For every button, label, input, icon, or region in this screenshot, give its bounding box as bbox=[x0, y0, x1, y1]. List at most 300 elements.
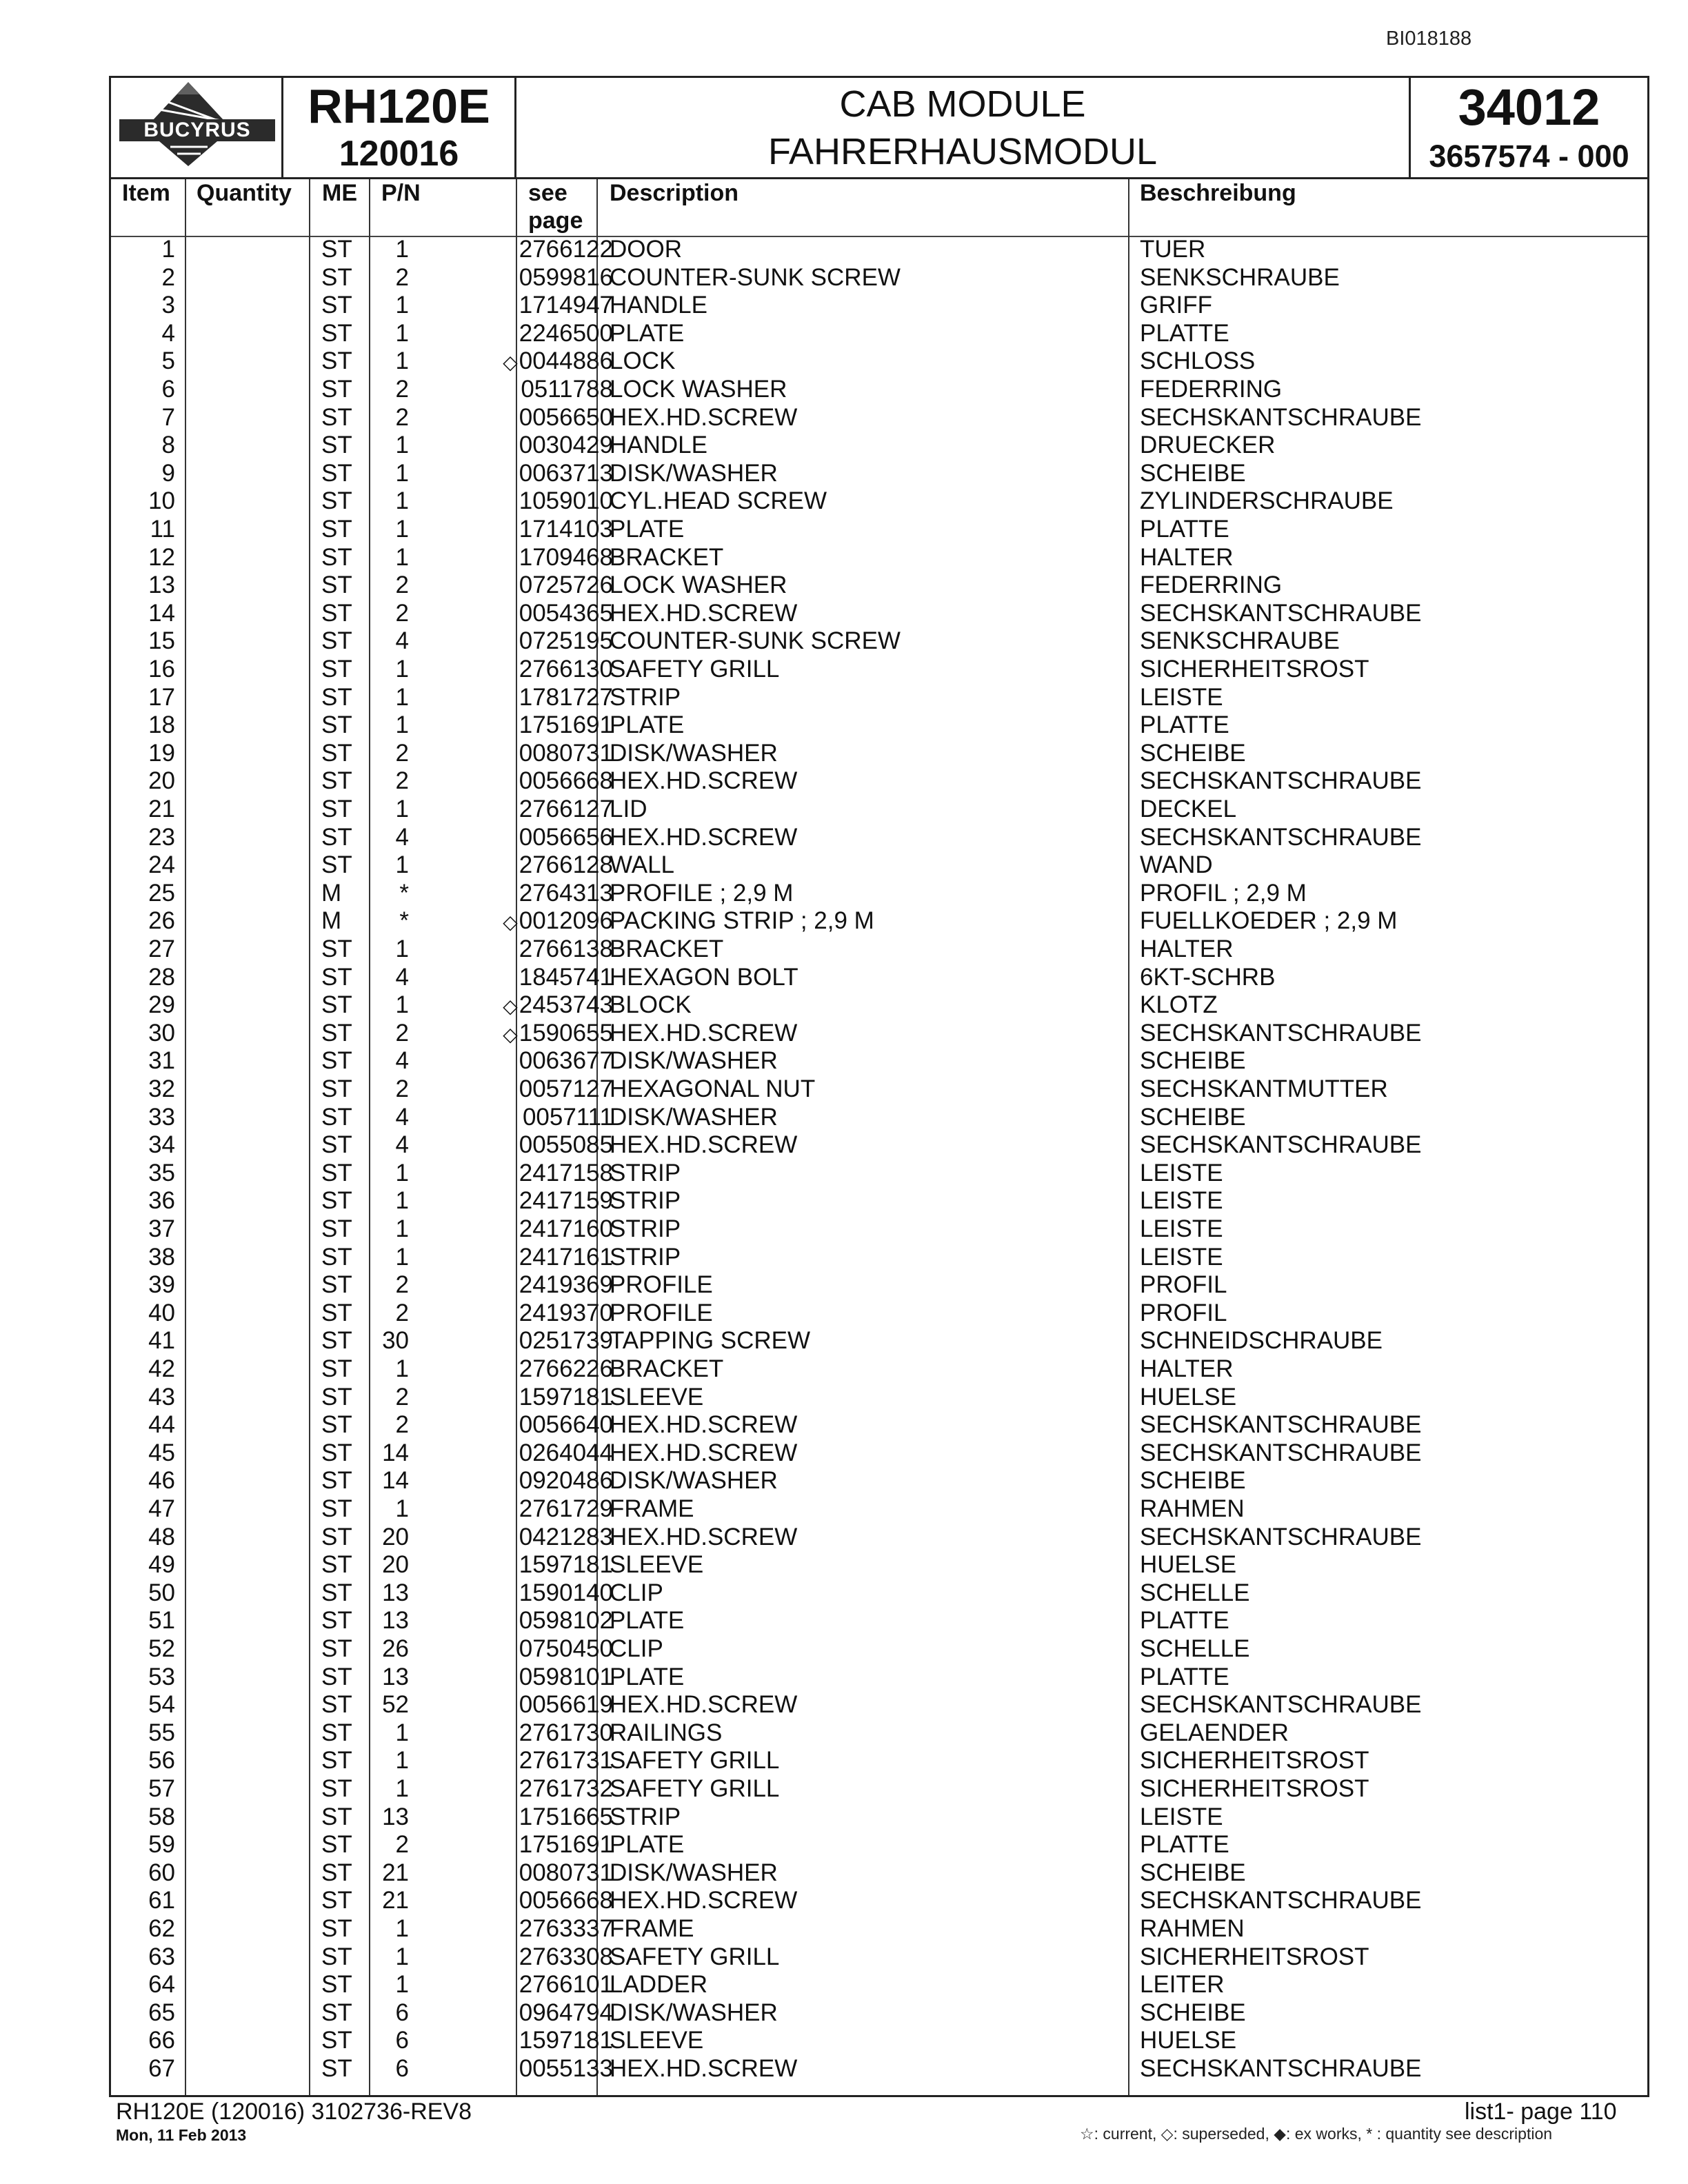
item-cell: 6 bbox=[161, 376, 175, 403]
pn-cell: 2761730 bbox=[519, 1719, 613, 1746]
pn-cell: 1751665 bbox=[519, 1803, 613, 1830]
me-cell: ST bbox=[321, 1719, 352, 1746]
table-row bbox=[111, 796, 1647, 824]
quantity-cell: 1 bbox=[395, 459, 409, 487]
beschreibung-cell: SECHSKANTSCHRAUBE bbox=[1140, 1887, 1422, 1914]
table-row bbox=[111, 627, 1647, 656]
table-row bbox=[111, 1439, 1647, 1468]
pn-cell: 0056656 bbox=[519, 823, 613, 851]
item-cell: 14 bbox=[148, 599, 175, 627]
quantity-cell: 2 bbox=[395, 403, 409, 431]
description-cell: PLATE bbox=[610, 1607, 685, 1635]
item-cell: 52 bbox=[148, 1635, 175, 1662]
item-cell: 59 bbox=[148, 1831, 175, 1859]
pn-cell: 0421283 bbox=[519, 1523, 613, 1550]
description-cell: LOCK bbox=[610, 347, 676, 375]
group-number: 34012 bbox=[1458, 79, 1600, 136]
quantity-cell: 2 bbox=[395, 263, 409, 291]
quantity-cell: 2 bbox=[395, 376, 409, 403]
description-cell: DISK/WASHER bbox=[610, 1859, 778, 1886]
beschreibung-cell: PLATTE bbox=[1140, 1831, 1229, 1859]
description-cell: HEX.HD.SCREW bbox=[610, 1019, 798, 1046]
item-cell: 26 bbox=[148, 907, 175, 935]
quantity-cell: 1 bbox=[395, 1747, 409, 1775]
quantity-cell: 1 bbox=[395, 711, 409, 739]
item-cell: 1 bbox=[161, 236, 175, 263]
beschreibung-cell: HUELSE bbox=[1140, 1551, 1237, 1579]
beschreibung-cell: SECHSKANTSCHRAUBE bbox=[1140, 1439, 1422, 1466]
item-cell: 55 bbox=[148, 1719, 175, 1746]
description-cell: LID bbox=[610, 796, 647, 822]
legend-exworks: : ex works, bbox=[1285, 2125, 1362, 2143]
quantity-cell: 1 bbox=[395, 1775, 409, 1802]
quantity-cell: 21 bbox=[382, 1887, 409, 1914]
table-row bbox=[111, 404, 1647, 432]
quantity-cell: 14 bbox=[382, 1467, 409, 1495]
pn-cell: 2417160 bbox=[519, 1215, 613, 1242]
quantity-cell: 1 bbox=[395, 936, 409, 962]
description-cell: COUNTER-SUNK SCREW bbox=[610, 627, 901, 655]
description-cell: HEX.HD.SCREW bbox=[610, 2055, 798, 2082]
description-cell: STRIP bbox=[610, 1159, 681, 1186]
beschreibung-cell: LEITER bbox=[1140, 1971, 1225, 1999]
description-cell: DISK/WASHER bbox=[610, 459, 778, 487]
beschreibung-cell: ZYLINDERSCHRAUBE bbox=[1140, 487, 1394, 515]
table-row bbox=[111, 516, 1647, 544]
item-cell: 19 bbox=[148, 739, 175, 767]
beschreibung-cell: HUELSE bbox=[1140, 1383, 1237, 1410]
beschreibung-cell: DRUECKER bbox=[1140, 432, 1276, 459]
description-cell: COUNTER-SUNK SCREW bbox=[610, 263, 901, 291]
pn-cell: 0599816 bbox=[519, 263, 613, 291]
pn-cell: 0264044 bbox=[519, 1439, 613, 1466]
item-cell: 37 bbox=[148, 1215, 175, 1242]
me-cell: ST bbox=[321, 851, 352, 879]
me-cell: ST bbox=[321, 1019, 352, 1046]
description-cell: BRACKET bbox=[610, 1355, 724, 1382]
me-cell: ST bbox=[321, 432, 352, 459]
part-number: 3657574 - 000 bbox=[1429, 139, 1629, 174]
beschreibung-cell: SCHEIBE bbox=[1140, 459, 1246, 487]
beschreibung-cell: SCHNEIDSCHRAUBE bbox=[1140, 1327, 1383, 1355]
description-cell: FRAME bbox=[610, 1495, 694, 1522]
table-row bbox=[111, 964, 1647, 992]
description-cell: STRIP bbox=[610, 1187, 681, 1215]
item-cell: 24 bbox=[148, 851, 175, 879]
item-cell: 39 bbox=[148, 1271, 175, 1299]
table-row bbox=[111, 1271, 1647, 1300]
quantity-cell: 4 bbox=[395, 1047, 409, 1075]
quantity-cell: 1 bbox=[395, 292, 409, 319]
beschreibung-cell: RAHMEN bbox=[1140, 1915, 1245, 1942]
beschreibung-cell: GRIFF bbox=[1140, 292, 1212, 319]
quantity-cell: 6 bbox=[395, 2027, 409, 2054]
legend-superseded: : superseded, bbox=[1173, 2125, 1269, 2143]
table-row bbox=[111, 1104, 1647, 1132]
description-cell: DISK/WASHER bbox=[610, 1467, 778, 1495]
beschreibung-cell: PROFIL ; 2,9 M bbox=[1140, 879, 1307, 907]
legend bbox=[1080, 2125, 1552, 2143]
description-cell: SLEEVE bbox=[610, 1551, 704, 1579]
quantity-cell: 1 bbox=[395, 1187, 409, 1215]
description-cell: HANDLE bbox=[610, 292, 707, 319]
item-cell: 20 bbox=[148, 767, 175, 795]
description-cell: HEX.HD.SCREW bbox=[610, 1691, 798, 1719]
table-row bbox=[111, 1635, 1647, 1664]
table-row bbox=[111, 656, 1647, 684]
table-row bbox=[111, 347, 1647, 376]
table-row bbox=[111, 1187, 1647, 1215]
star-icon: ☆ bbox=[1080, 2125, 1094, 2143]
document-id: BI018188 bbox=[1386, 28, 1472, 50]
quantity-cell: 4 bbox=[395, 1131, 409, 1159]
me-cell: ST bbox=[321, 963, 352, 991]
pn-cell: 1751691 bbox=[519, 711, 613, 739]
me-cell: ST bbox=[321, 1327, 352, 1355]
quantity-cell: 2 bbox=[395, 1271, 409, 1299]
item-cell: 67 bbox=[148, 2055, 175, 2082]
pn-cell: 0725195 bbox=[519, 627, 613, 655]
pn-cell: 0030429 bbox=[519, 432, 613, 459]
beschreibung-cell: SECHSKANTMUTTER bbox=[1140, 1075, 1388, 1102]
quantity-cell: 14 bbox=[382, 1439, 409, 1466]
me-cell: ST bbox=[321, 1467, 352, 1495]
quantity-cell: 4 bbox=[395, 627, 409, 655]
pn-cell: 0056668 bbox=[519, 1887, 613, 1914]
parts-list-frame bbox=[109, 76, 1649, 2097]
description-cell: HEX.HD.SCREW bbox=[610, 1411, 798, 1439]
quantity-cell: 26 bbox=[382, 1635, 409, 1662]
pn-cell: 0251739 bbox=[519, 1327, 613, 1355]
table-row bbox=[111, 600, 1647, 628]
beschreibung-cell: LEISTE bbox=[1140, 1803, 1223, 1830]
table-row bbox=[111, 1943, 1647, 1972]
table-row bbox=[111, 1131, 1647, 1160]
pn-cell: 1845741 bbox=[519, 963, 613, 991]
me-cell: ST bbox=[321, 599, 352, 627]
item-cell: 25 bbox=[148, 879, 175, 907]
pn-cell: 2766122 bbox=[519, 236, 613, 263]
footer-page: list1- page 110 bbox=[1465, 2099, 1617, 2125]
beschreibung-cell: DECKEL bbox=[1140, 796, 1237, 822]
description-cell: BRACKET bbox=[610, 936, 724, 962]
beschreibung-cell: SICHERHEITSROST bbox=[1140, 1775, 1369, 1802]
pn-cell: 0920486 bbox=[519, 1467, 613, 1495]
beschreibung-cell: TUER bbox=[1140, 236, 1206, 263]
description-cell: CLIP bbox=[610, 1635, 663, 1662]
description-cell: BLOCK bbox=[610, 991, 692, 1019]
quantity-cell: * bbox=[399, 879, 409, 907]
legend-quantity: * : quantity see description bbox=[1366, 2125, 1553, 2143]
superseded-icon: ◇ bbox=[503, 911, 518, 933]
table-row bbox=[111, 684, 1647, 712]
me-cell: ST bbox=[321, 1355, 352, 1382]
description-cell: DISK/WASHER bbox=[610, 1999, 778, 2026]
table-row bbox=[111, 1607, 1647, 1635]
beschreibung-cell: SECHSKANTSCHRAUBE bbox=[1140, 2055, 1422, 2082]
item-cell: 51 bbox=[148, 1607, 175, 1635]
me-cell: ST bbox=[321, 711, 352, 739]
table-row bbox=[111, 1831, 1647, 1859]
me-cell: ST bbox=[321, 263, 352, 291]
item-cell: 35 bbox=[148, 1159, 175, 1186]
table-row bbox=[111, 1719, 1647, 1748]
description-cell: FRAME bbox=[610, 1915, 694, 1942]
description-cell: BRACKET bbox=[610, 543, 724, 571]
item-cell: 48 bbox=[148, 1523, 175, 1550]
me-cell: ST bbox=[321, 1607, 352, 1635]
description-cell: SAFETY GRILL bbox=[610, 1943, 780, 1970]
pn-cell: 2419369 bbox=[519, 1271, 613, 1299]
table-row bbox=[111, 851, 1647, 880]
item-cell: 3 bbox=[161, 292, 175, 319]
item-cell: 47 bbox=[148, 1495, 175, 1522]
pn-cell: 2417161 bbox=[519, 1243, 613, 1271]
beschreibung-cell: LEISTE bbox=[1140, 1243, 1223, 1271]
pn-cell: 2761729 bbox=[519, 1495, 613, 1522]
description-cell: PLATE bbox=[610, 1831, 685, 1859]
description-cell: STRIP bbox=[610, 1243, 681, 1271]
beschreibung-cell: SCHEIBE bbox=[1140, 1103, 1246, 1131]
superseded-icon: ◇ bbox=[503, 1023, 518, 1045]
pn-text: 0012096 bbox=[519, 907, 613, 935]
beschreibung-cell: FEDERRING bbox=[1140, 572, 1283, 599]
quantity-cell: 1 bbox=[395, 991, 409, 1019]
description-cell: HEX.HD.SCREW bbox=[610, 1439, 798, 1466]
me-cell: ST bbox=[321, 739, 352, 767]
item-cell: 33 bbox=[148, 1103, 175, 1131]
item-cell: 29 bbox=[148, 991, 175, 1019]
beschreibung-cell: PLATTE bbox=[1140, 711, 1229, 739]
title-english: CAB MODULE bbox=[839, 83, 1086, 125]
me-cell: M bbox=[321, 879, 342, 907]
table-row bbox=[111, 1327, 1647, 1355]
pn-cell: 2763308 bbox=[519, 1943, 613, 1970]
table-row bbox=[111, 487, 1647, 516]
beschreibung-cell: HALTER bbox=[1140, 936, 1234, 962]
beschreibung-cell: KLOTZ bbox=[1140, 991, 1218, 1019]
pn-cell: 1597181 bbox=[519, 1551, 613, 1579]
item-cell: 56 bbox=[148, 1747, 175, 1775]
description-cell: PLATE bbox=[610, 319, 685, 347]
pn-cell: 0054365 bbox=[519, 599, 613, 627]
quantity-cell: 4 bbox=[395, 1103, 409, 1131]
col-description: Description bbox=[610, 180, 739, 206]
table-row bbox=[111, 1384, 1647, 1412]
me-cell: M bbox=[321, 907, 342, 935]
table-row bbox=[111, 1691, 1647, 1719]
beschreibung-cell: GELAENDER bbox=[1140, 1719, 1289, 1746]
beschreibung-cell: SECHSKANTSCHRAUBE bbox=[1140, 403, 1422, 431]
item-cell: 54 bbox=[148, 1691, 175, 1719]
me-cell: ST bbox=[321, 1971, 352, 1999]
me-cell: ST bbox=[321, 1299, 352, 1326]
quantity-cell: 52 bbox=[382, 1691, 409, 1719]
beschreibung-cell: SECHSKANTSCHRAUBE bbox=[1140, 1691, 1422, 1719]
me-cell: ST bbox=[321, 1999, 352, 2026]
beschreibung-cell: LEISTE bbox=[1140, 1187, 1223, 1215]
description-cell: DISK/WASHER bbox=[610, 739, 778, 767]
pn-cell: 1714103 bbox=[519, 516, 613, 543]
title-cell bbox=[516, 78, 1411, 177]
item-cell: 8 bbox=[161, 432, 175, 459]
me-cell: ST bbox=[321, 516, 352, 543]
item-cell: 31 bbox=[148, 1047, 175, 1075]
beschreibung-cell: SECHSKANTSCHRAUBE bbox=[1140, 1523, 1422, 1550]
pn-cell: 2761731 bbox=[519, 1747, 613, 1775]
quantity-cell: 1 bbox=[395, 347, 409, 375]
beschreibung-cell: LEISTE bbox=[1140, 683, 1223, 711]
table-row bbox=[111, 2055, 1647, 2083]
quantity-cell: 2 bbox=[395, 599, 409, 627]
pn-cell: 0063713 bbox=[519, 459, 613, 487]
quantity-cell: 1 bbox=[395, 851, 409, 879]
table-row bbox=[111, 1160, 1647, 1188]
me-cell: ST bbox=[321, 1831, 352, 1859]
item-cell: 7 bbox=[161, 403, 175, 431]
me-cell: ST bbox=[321, 2055, 352, 2082]
me-cell: ST bbox=[321, 627, 352, 655]
beschreibung-cell: SICHERHEITSROST bbox=[1140, 1943, 1369, 1970]
beschreibung-cell: PLATTE bbox=[1140, 1607, 1229, 1635]
description-cell: RAILINGS bbox=[610, 1719, 723, 1746]
me-cell: ST bbox=[321, 319, 352, 347]
description-cell: LADDER bbox=[610, 1971, 707, 1999]
item-cell: 42 bbox=[148, 1355, 175, 1382]
superseded-icon: ◇ bbox=[503, 995, 518, 1018]
me-cell: ST bbox=[321, 1495, 352, 1522]
item-cell: 63 bbox=[148, 1943, 175, 1970]
table-row bbox=[111, 907, 1647, 936]
me-cell: ST bbox=[321, 1131, 352, 1159]
me-cell: ST bbox=[321, 991, 352, 1019]
description-cell: PLATE bbox=[610, 711, 685, 739]
pn-cell: 1709468 bbox=[519, 543, 613, 571]
quantity-cell: 2 bbox=[395, 572, 409, 599]
item-cell: 15 bbox=[148, 627, 175, 655]
pn-cell: 1597181 bbox=[519, 2027, 613, 2054]
pn-cell: 0057127 bbox=[519, 1075, 613, 1102]
header bbox=[111, 78, 1647, 179]
quantity-cell: 2 bbox=[395, 1075, 409, 1102]
model-cell bbox=[283, 78, 516, 177]
quantity-cell: 2 bbox=[395, 739, 409, 767]
me-cell: ST bbox=[321, 459, 352, 487]
description-cell: SAFETY GRILL bbox=[610, 656, 780, 682]
me-cell: ST bbox=[321, 487, 352, 515]
table-row bbox=[111, 2027, 1647, 2055]
me-cell: ST bbox=[321, 1439, 352, 1466]
beschreibung-cell: PROFIL bbox=[1140, 1299, 1227, 1326]
quantity-cell: 4 bbox=[395, 823, 409, 851]
me-cell: ST bbox=[321, 236, 352, 263]
me-cell: ST bbox=[321, 1887, 352, 1914]
pn-cell: 2766138 bbox=[519, 936, 613, 962]
pn-cell: 1781727 bbox=[519, 683, 613, 711]
description-cell: HANDLE bbox=[610, 432, 707, 459]
quantity-cell: 1 bbox=[395, 487, 409, 515]
beschreibung-cell: SCHELLE bbox=[1140, 1579, 1250, 1606]
pn-cell: 0063677 bbox=[519, 1047, 613, 1075]
item-cell: 5 bbox=[161, 347, 175, 375]
description-cell: STRIP bbox=[610, 1803, 681, 1830]
description-cell: LOCK WASHER bbox=[610, 572, 787, 599]
beschreibung-cell: SECHSKANTSCHRAUBE bbox=[1140, 599, 1422, 627]
table-row bbox=[111, 376, 1647, 404]
pn-cell: 0055085 bbox=[519, 1131, 613, 1159]
quantity-cell: 1 bbox=[395, 543, 409, 571]
table-row bbox=[111, 432, 1647, 460]
description-cell: HEX.HD.SCREW bbox=[610, 1887, 798, 1914]
me-cell: ST bbox=[321, 683, 352, 711]
title-german: FAHRERHAUSMODUL bbox=[767, 131, 1158, 172]
description-cell: STRIP bbox=[610, 683, 681, 711]
pn-cell bbox=[380, 991, 613, 1021]
description-cell: TAPPING SCREW bbox=[610, 1327, 811, 1355]
quantity-cell: 6 bbox=[395, 1999, 409, 2026]
beschreibung-cell: SECHSKANTSCHRAUBE bbox=[1140, 1131, 1422, 1159]
item-cell: 40 bbox=[148, 1299, 175, 1326]
description-cell: HEX.HD.SCREW bbox=[610, 1131, 798, 1159]
pn-cell: 0057111 bbox=[522, 1103, 613, 1131]
me-cell: ST bbox=[321, 2027, 352, 2054]
item-cell: 16 bbox=[148, 656, 175, 682]
table-row bbox=[111, 1020, 1647, 1048]
quantity-cell: 13 bbox=[382, 1579, 409, 1606]
description-cell: PROFILE bbox=[610, 1299, 713, 1326]
quantity-cell: 1 bbox=[395, 432, 409, 459]
item-cell: 44 bbox=[148, 1411, 175, 1439]
quantity-cell: 2 bbox=[395, 1831, 409, 1859]
table-row bbox=[111, 936, 1647, 964]
quantity-cell: 2 bbox=[395, 1299, 409, 1326]
item-cell: 45 bbox=[148, 1439, 175, 1466]
description-cell: HEXAGONAL NUT bbox=[610, 1075, 816, 1102]
description-cell: SLEEVE bbox=[610, 1383, 704, 1410]
item-cell: 60 bbox=[148, 1859, 175, 1886]
me-cell: ST bbox=[321, 347, 352, 375]
pn-cell: 0055133 bbox=[519, 2055, 613, 2082]
pn-cell: 2761732 bbox=[519, 1775, 613, 1802]
me-cell: ST bbox=[321, 1523, 352, 1550]
item-cell: 21 bbox=[148, 796, 175, 822]
pn-cell: 2764313 bbox=[519, 879, 613, 907]
description-cell: PLATE bbox=[610, 1663, 685, 1690]
me-cell: ST bbox=[321, 1187, 352, 1215]
pn-cell: 2766127 bbox=[519, 796, 613, 822]
table-row bbox=[111, 1887, 1647, 1915]
table-row bbox=[111, 1355, 1647, 1384]
table-row bbox=[111, 1971, 1647, 1999]
quantity-cell: 1 bbox=[395, 1355, 409, 1382]
me-cell: ST bbox=[321, 823, 352, 851]
table-row bbox=[111, 1579, 1647, 1608]
beschreibung-cell: PLATTE bbox=[1140, 1663, 1229, 1690]
col-quantity: Quantity bbox=[197, 180, 292, 206]
table-row bbox=[111, 1803, 1647, 1832]
me-cell: ST bbox=[321, 936, 352, 962]
col-item: Item bbox=[122, 180, 170, 206]
pn-cell: 1597181 bbox=[519, 1383, 613, 1410]
quantity-cell: 4 bbox=[395, 963, 409, 991]
pn-text: 0044886 bbox=[519, 347, 613, 375]
footer-doc-ref: RH120E (120016) 3102736-REV8 bbox=[116, 2099, 472, 2125]
description-cell: DOOR bbox=[610, 236, 682, 263]
table-row bbox=[111, 880, 1647, 908]
item-cell: 58 bbox=[148, 1803, 175, 1830]
pn-cell: 0080731 bbox=[519, 739, 613, 767]
number-cell bbox=[1411, 78, 1647, 177]
